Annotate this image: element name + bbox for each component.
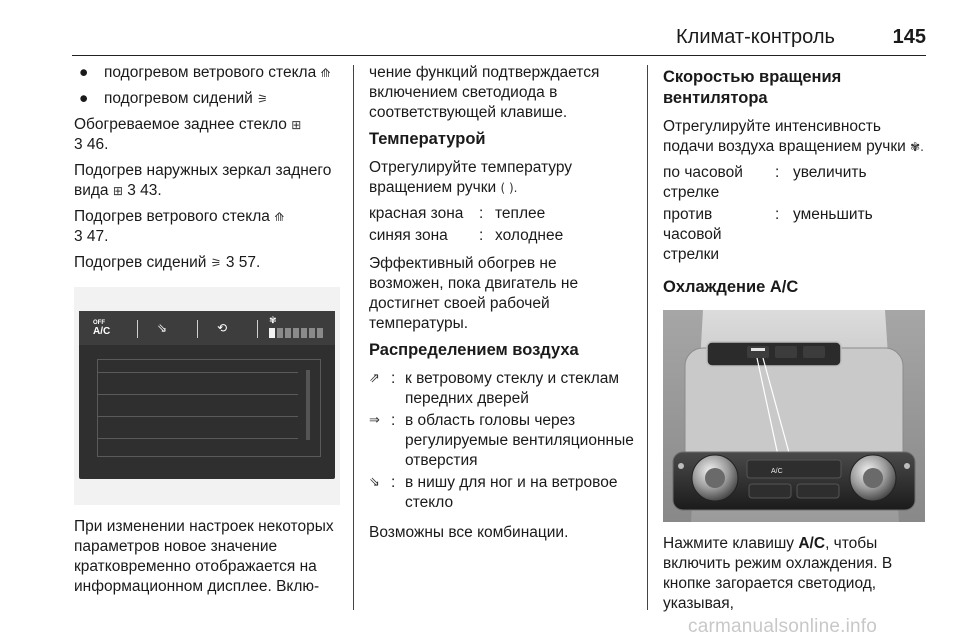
bullet-text: подогревом ветрового стекла <box>104 64 317 81</box>
bullet-text: подогревом сидений <box>104 90 253 107</box>
ac-button-label: A/C <box>771 468 783 475</box>
footwell-airflow-icon: ⇘ <box>369 475 380 490</box>
head-airflow-icon: ⇒ <box>369 413 380 428</box>
fan-level-segment <box>301 328 307 338</box>
climate-control-panel-photo <box>663 310 925 522</box>
fan-level-segment <box>285 328 291 338</box>
watermark: carmanualsonline.info <box>688 616 878 637</box>
display-content-pane <box>97 359 321 457</box>
windshield-heat-icon: ⟰ <box>274 210 285 224</box>
column-1 <box>74 63 340 603</box>
ac-key-label: A/C <box>798 535 826 552</box>
paragraph: При изменении настроек некоторых параметров новое значение кратковременно отображается на информационном дисплее. Вклю- <box>74 518 334 595</box>
display-separator <box>257 320 258 338</box>
air-distribution-icon: ⇘ <box>157 321 168 335</box>
column-divider <box>353 65 354 610</box>
paragraph: чение функций подтверждается включением светодиода в соответствующей клавише. <box>369 64 600 121</box>
mirror-heat-icon: ⊞ <box>112 184 123 198</box>
header-rule <box>72 55 926 56</box>
page-reference[interactable]: 3 57. <box>225 254 261 271</box>
temperature-knob-icon: ( ). <box>500 181 518 195</box>
paragraph: Обогреваемое заднее стекло ⊞ 3 46. <box>74 116 302 153</box>
fan-table-row: по часовой стрелке : увеличить <box>663 164 867 201</box>
column-3 <box>663 63 929 620</box>
fan-level-segment <box>309 328 315 338</box>
paragraph: Отрегулируйте температуру вращением ручки ( ). <box>369 159 573 196</box>
bullet-item <box>74 89 340 109</box>
section-heading-air-distribution: Распределением воздуха <box>369 341 579 359</box>
recirculation-icon: ⟲ <box>217 321 228 335</box>
bullet-dot: ● <box>79 64 89 81</box>
display-separator <box>197 320 198 338</box>
temperature-table-row: красная зона : теплее <box>369 205 546 222</box>
paragraph: Отрегулируйте интенсивность подачи воздуха вращением ручки ✾. <box>663 118 924 155</box>
page-title: Климат-контроль <box>676 26 835 48</box>
fan-icon: ✾. <box>910 140 924 154</box>
fan-table-row: против часовой стрелки : уменьшить <box>663 206 873 263</box>
column-divider <box>647 65 648 610</box>
section-heading-ac-cooling: Охлаждение A/C <box>663 278 799 296</box>
page-reference[interactable]: 3 46. <box>74 136 109 153</box>
column-2 <box>369 63 635 549</box>
air-distribution-row: ⇒ : в область головы через регулируемые вентиляционные отверстия <box>369 412 634 469</box>
page-header <box>676 27 926 53</box>
windshield-heat-icon: ⟰ <box>320 66 331 80</box>
page-reference[interactable]: 3 43. <box>127 182 162 199</box>
paragraph: Подогрев ветрового стекла ⟰ 3 47. <box>74 208 285 245</box>
air-distribution-row: ⇗ : к ветровому стеклу и стеклам передних дверей <box>369 370 620 407</box>
display-scrollbar <box>306 370 310 440</box>
climate-display-figure <box>74 287 340 505</box>
page-reference[interactable]: 3 47. <box>74 228 109 245</box>
fan-icon: ✾ <box>269 316 277 326</box>
paragraph: Подогрев сидений ⚞ 3 57. <box>74 254 261 271</box>
paragraph: Нажмите клавишу A/C, чтобы включить режим охлаждения. В кнопке загорается светодиод, указывая, <box>663 535 893 612</box>
fan-level-segment <box>293 328 299 338</box>
display-separator <box>137 320 138 338</box>
rear-window-heat-icon: ⊞ <box>291 118 302 132</box>
seat-heat-icon: ⚞ <box>210 256 222 270</box>
paragraph: Подогрев наружных зеркал заднего вида ⊞ 3 43. <box>74 162 332 199</box>
info-display <box>79 311 335 479</box>
section-heading-fan-speed: Скоростью вращения вентилятора <box>663 68 842 107</box>
section-heading-temperature: Температурой <box>369 130 486 148</box>
temperature-table-row: синяя зона : холоднее <box>369 227 564 244</box>
seat-heat-icon: ⚞ <box>257 92 268 106</box>
ac-status: OFF A/C <box>93 320 111 337</box>
fan-level-segment <box>269 328 275 338</box>
windshield-airflow-icon: ⇗ <box>369 371 380 386</box>
fan-level-segment <box>317 328 323 338</box>
fan-level-segment <box>277 328 283 338</box>
bullet-dot: ● <box>79 90 89 107</box>
page-number: 145 <box>892 26 926 48</box>
paragraph: Возможны все комбинации. <box>369 524 569 541</box>
bullet-item <box>74 63 340 83</box>
air-distribution-row: ⇘ : в нишу для ног и на ветровое стекло <box>369 474 618 511</box>
paragraph: Эффективный обогрев не возможен, пока двигатель не достигнет своей рабочей температуры. <box>369 255 579 332</box>
